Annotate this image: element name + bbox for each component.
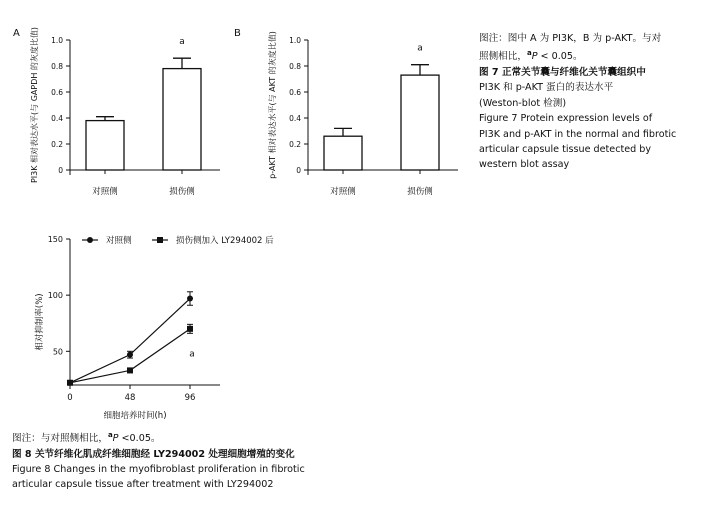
figure8-note-sup: a xyxy=(107,431,113,439)
line-chart-y-tick-label: 150 xyxy=(47,235,63,244)
chart-a-significance-mark: a xyxy=(179,37,185,48)
figure8-title-en-2: articular capsule tissue after treatment with LY294002 xyxy=(12,479,274,491)
figure7-note-sup: a xyxy=(526,49,532,58)
figure7-title-en-1: Figure 7 Protein expression levels of xyxy=(479,113,653,125)
chart-b-bar xyxy=(324,136,362,170)
line-chart-x-tick-label: 96 xyxy=(184,393,196,403)
line-chart-y-label: 相对抑制率(%) xyxy=(35,293,45,351)
chart-a-bar xyxy=(86,121,124,170)
figure8-title-en-1: Figure 8 Changes in the myofibroblast proliferation in fibrotic xyxy=(12,464,305,475)
line-series-2-point xyxy=(127,367,133,373)
chart-a-y-tick-label: 0 xyxy=(58,166,63,175)
figure7-note-p: P xyxy=(531,51,538,63)
figure7-note-prefix: 照侧相比， xyxy=(479,51,527,63)
chart-a-y-tick-label: 0.6 xyxy=(51,88,63,97)
line-chart-y-tick-label: 50 xyxy=(52,347,63,357)
chart-a-y-tick-label: 0.4 xyxy=(51,114,63,123)
chart-line xyxy=(20,225,320,420)
legend-marker-2 xyxy=(157,237,163,243)
figure7-title-cn-2: PI3K 和 p-AKT 蛋白的表达水平 xyxy=(479,82,614,94)
panel-b-label: B xyxy=(234,28,241,39)
line-chart-x-tick-label: 48 xyxy=(124,393,136,403)
chart-b-y-tick-label: 0.6 xyxy=(289,88,301,97)
line-series-1-point xyxy=(187,296,193,302)
line-chart-x-label: 细胞培养时间(h) xyxy=(103,411,167,420)
figure7-title-en-2: PI3K and p-AKT in the normal and fibrotic xyxy=(479,128,677,140)
line-chart-x-tick-label: 0 xyxy=(67,393,73,403)
chart-a-y-tick-label: 1.0 xyxy=(51,36,63,45)
chart-a-y-tick-label: 0.2 xyxy=(51,140,63,149)
line-series-1-point xyxy=(127,352,133,358)
chart-b-x-tick-label: 损伤侧 xyxy=(407,187,433,197)
figure7-title-cn-1: 图 7 正常关节囊与纤维化关节囊组织中 xyxy=(479,67,646,78)
line-series-2-point xyxy=(67,380,73,386)
figure7-note-line2 xyxy=(479,46,676,65)
figure8-note-p: P xyxy=(112,433,119,445)
figure8-note xyxy=(12,428,305,447)
line-series-2-point xyxy=(187,326,193,332)
chart-b-significance-mark: a xyxy=(417,43,423,54)
legend-marker-1 xyxy=(87,237,93,243)
figure7-note-line1: 图注：图中 A 为 PI3K，B 为 p-AKT。与对 xyxy=(479,33,662,44)
chart-a-y-label: PI3K 相对表达水平(与 GAPDH 的灰度比值) xyxy=(30,26,39,184)
panel-a-label: A xyxy=(13,28,20,39)
chart-b-y-tick-label: 0.2 xyxy=(289,140,301,149)
chart-a-x-tick-label: 损伤侧 xyxy=(169,187,195,197)
figure8-note-prefix: 图注：与对照侧相比， xyxy=(12,433,108,445)
line-chart-y-tick-label: 100 xyxy=(47,291,63,301)
chart-a xyxy=(20,20,235,205)
figure7-title-cn-3: (Weston-blot 检测) xyxy=(479,97,567,109)
chart-b-y-tick-label: 1.0 xyxy=(289,36,301,45)
chart-b-bar xyxy=(401,75,439,170)
figure7-title-en-4: western blot assay xyxy=(479,159,570,171)
chart-b xyxy=(258,20,473,205)
figure8-note-suffix: <0.05。 xyxy=(118,433,161,445)
figure7-caption xyxy=(479,31,676,173)
chart-a-bar xyxy=(163,69,201,170)
figure7-title-en-3: articular capsule tissue detected by xyxy=(479,144,652,156)
chart-a-x-tick-label: 对照侧 xyxy=(92,187,118,197)
chart-b-y-tick-label: 0 xyxy=(296,166,301,175)
chart-b-y-tick-label: 0.4 xyxy=(289,114,301,123)
chart-b-y-label: p-AKT 相对表达水平(与 AKT 的灰度比值) xyxy=(268,31,277,179)
figure8-title-cn: 图 8 关节纤维化肌成纤维细胞经 LY294002 处理细胞增殖的变化 xyxy=(12,448,295,460)
chart-a-y-tick-label: 0.8 xyxy=(51,62,63,71)
legend-label-2: 损伤侧加入 LY294002 后 xyxy=(176,236,274,246)
legend-label-1: 对照侧 xyxy=(106,236,132,246)
chart-b-y-tick-label: 0.8 xyxy=(289,62,301,71)
line-chart-significance-mark: a xyxy=(189,349,195,360)
chart-b-x-tick-label: 对照侧 xyxy=(330,187,356,197)
figure8-caption xyxy=(12,428,305,493)
figure7-note-suffix: < 0.05。 xyxy=(537,51,583,63)
